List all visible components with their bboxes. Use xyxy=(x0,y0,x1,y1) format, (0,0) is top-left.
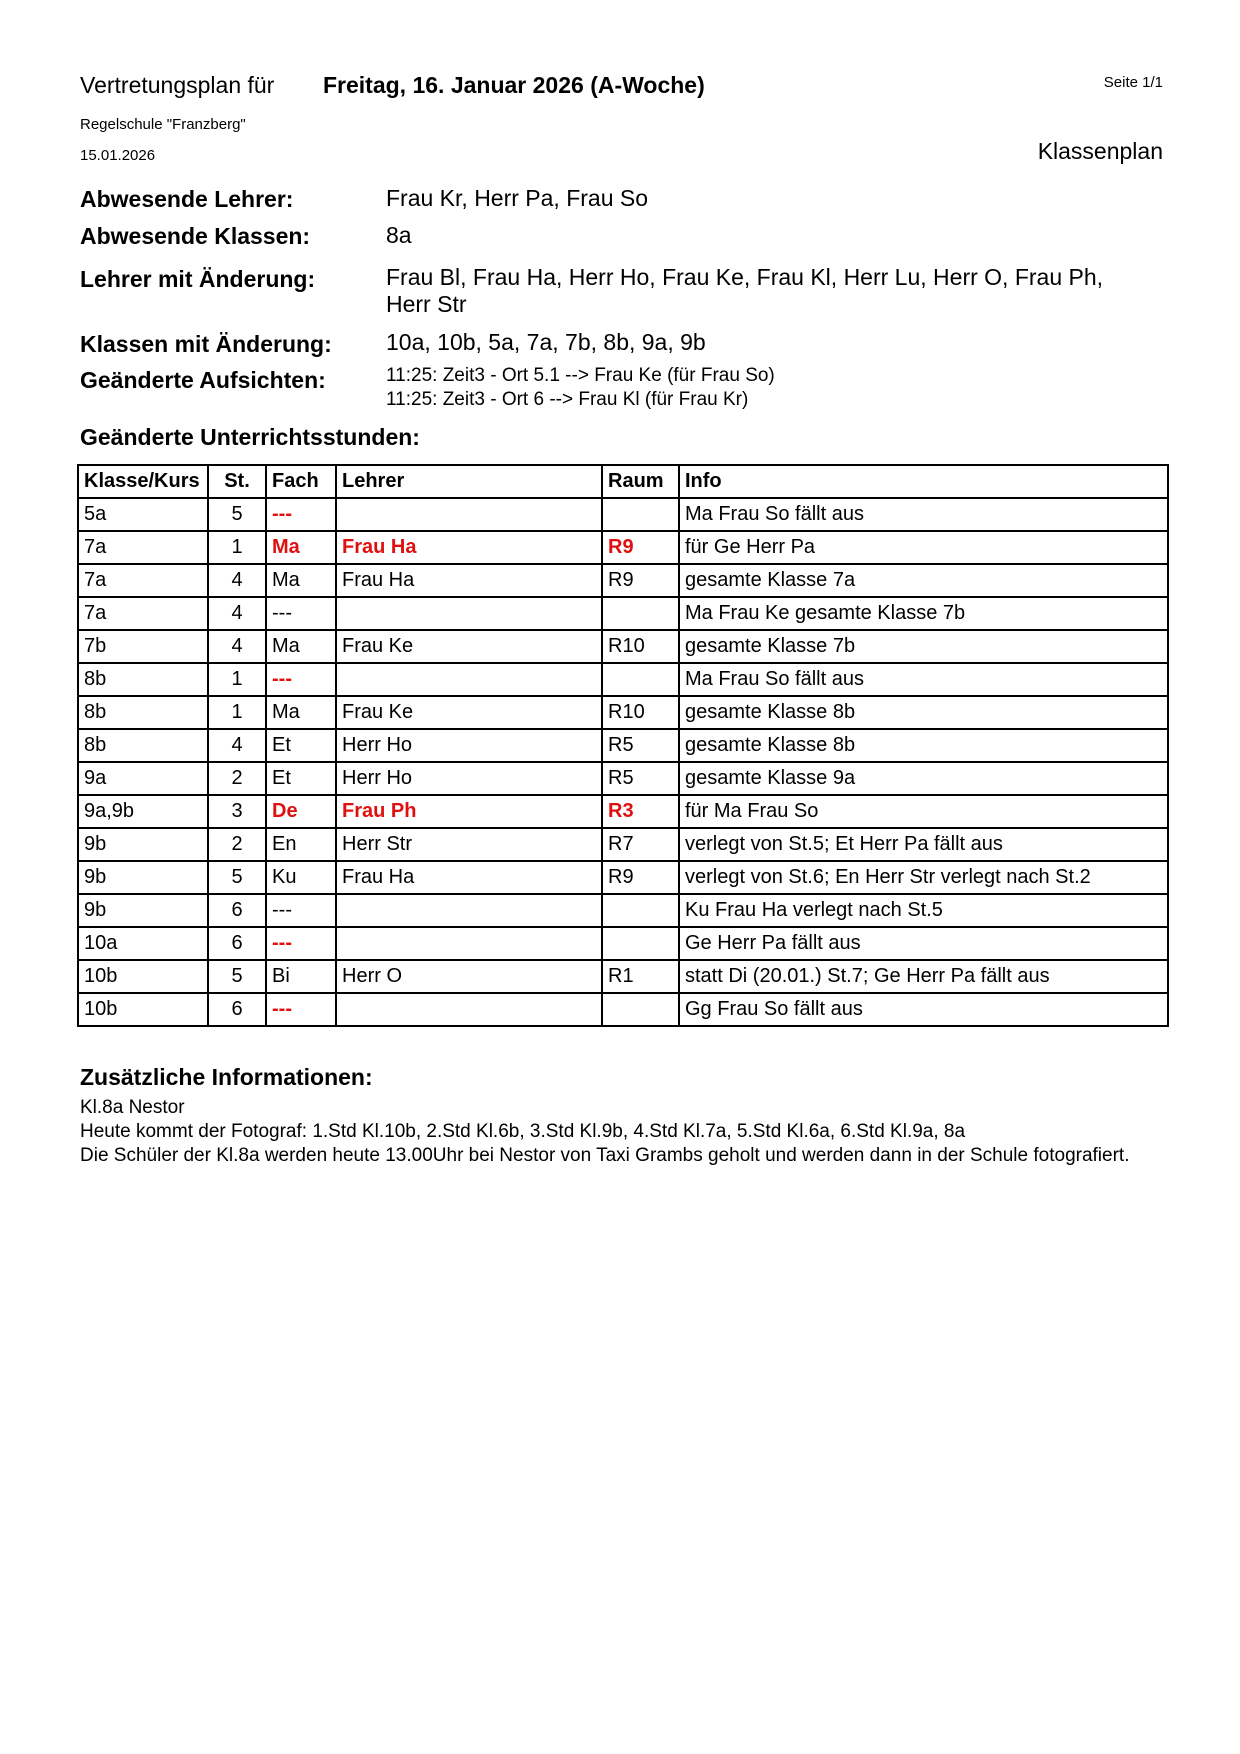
cell-info: gesamte Klasse 9a xyxy=(679,762,1168,795)
cell-raum: R1 xyxy=(602,960,679,993)
supervision-item: 11:25: Zeit3 - Ort 6 --> Frau Kl (für Frau Kr) xyxy=(386,389,749,410)
cell-lehrer xyxy=(336,498,602,531)
cell-raum xyxy=(602,498,679,531)
cell-fach: De xyxy=(266,795,336,828)
cell-stunde: 1 xyxy=(208,663,266,696)
cell-info: Ma Frau Ke gesamte Klasse 7b xyxy=(679,597,1168,630)
cell-fach: Et xyxy=(266,762,336,795)
cell-fach: Et xyxy=(266,729,336,762)
cell-klasse: 9b xyxy=(78,828,208,861)
cell-klasse: 9a xyxy=(78,762,208,795)
table-row xyxy=(78,828,1168,861)
col-header-raum: Raum xyxy=(602,465,679,498)
cell-fach: Ku xyxy=(266,861,336,894)
col-header-lehrer: Lehrer xyxy=(336,465,602,498)
cell-lehrer: Herr Ho xyxy=(336,729,602,762)
cell-stunde: 6 xyxy=(208,927,266,960)
teachers-changed: Frau Bl, Frau Ha, Herr Ho, Frau Ke, Frau Kl, Herr Lu, Herr O, Frau Ph, Herr Str xyxy=(386,264,1104,317)
table-row xyxy=(78,993,1168,1026)
additional-line: Die Schüler der Kl.8a werden heute 13.00Uhr bei Nestor von Taxi Grambs geholt und werden dann in der Schule fotografiert. xyxy=(80,1145,1130,1166)
cell-lehrer: Frau Ph xyxy=(336,795,602,828)
cell-stunde: 4 xyxy=(208,597,266,630)
cell-klasse: 8b xyxy=(78,729,208,762)
page-number: Seite 1/1 xyxy=(1103,74,1163,91)
cell-fach: --- xyxy=(266,993,336,1026)
cell-stunde: 6 xyxy=(208,993,266,1026)
absent-teachers-label: Abwesende Lehrer: xyxy=(80,186,294,212)
cell-raum xyxy=(602,993,679,1026)
cell-lehrer: Frau Ke xyxy=(336,630,602,663)
cell-stunde: 2 xyxy=(208,828,266,861)
cell-lehrer xyxy=(336,597,602,630)
supervision-item: 11:25: Zeit3 - Ort 5.1 --> Frau Ke (für Frau So) xyxy=(386,365,775,386)
cell-fach: --- xyxy=(266,927,336,960)
cell-stunde: 4 xyxy=(208,729,266,762)
cell-info: Gg Frau So fällt aus xyxy=(679,993,1168,1026)
cell-info: gesamte Klasse 7b xyxy=(679,630,1168,663)
cell-lehrer: Herr O xyxy=(336,960,602,993)
cell-raum xyxy=(602,894,679,927)
cell-fach: --- xyxy=(266,498,336,531)
cell-raum: R10 xyxy=(602,696,679,729)
classes-changed-label: Klassen mit Änderung: xyxy=(80,331,332,357)
cell-klasse: 10b xyxy=(78,960,208,993)
cell-lehrer: Herr Str xyxy=(336,828,602,861)
cell-klasse: 8b xyxy=(78,696,208,729)
table-row xyxy=(78,564,1168,597)
absent-teachers: Frau Kr, Herr Pa, Frau So xyxy=(386,185,649,211)
cell-klasse: 7b xyxy=(78,630,208,663)
cell-info: Ma Frau So fällt aus xyxy=(679,498,1168,531)
cell-fach: Ma xyxy=(266,564,336,597)
col-header-klasse: Klasse/Kurs xyxy=(78,465,208,498)
cell-info: Ma Frau So fällt aus xyxy=(679,663,1168,696)
cell-klasse: 10a xyxy=(78,927,208,960)
cell-raum: R10 xyxy=(602,630,679,663)
table-row xyxy=(78,663,1168,696)
cell-stunde: 3 xyxy=(208,795,266,828)
cell-raum xyxy=(602,597,679,630)
table-row xyxy=(78,762,1168,795)
cell-stunde: 4 xyxy=(208,564,266,597)
table-row xyxy=(78,894,1168,927)
cell-raum: R9 xyxy=(602,531,679,564)
cell-fach: Ma xyxy=(266,696,336,729)
cell-raum xyxy=(602,663,679,696)
cell-raum xyxy=(602,927,679,960)
cell-klasse: 10b xyxy=(78,993,208,1026)
additional-line: Heute kommt der Fotograf: 1.Std Kl.10b, 2.Std Kl.6b, 3.Std Kl.9b, 4.Std Kl.7a, 5.Std Kl.6a, 6.Std Kl.9a, 8a xyxy=(80,1121,966,1142)
cell-raum: R3 xyxy=(602,795,679,828)
cell-info: gesamte Klasse 8b xyxy=(679,696,1168,729)
cell-stunde: 1 xyxy=(208,531,266,564)
additional-line: Kl.8a Nestor xyxy=(80,1097,185,1118)
cell-stunde: 4 xyxy=(208,630,266,663)
cell-info: für Ma Frau So xyxy=(679,795,1168,828)
cell-info: Ku Frau Ha verlegt nach St.5 xyxy=(679,894,1168,927)
cell-klasse: 7a xyxy=(78,531,208,564)
cell-klasse: 7a xyxy=(78,597,208,630)
cell-info: für Ge Herr Pa xyxy=(679,531,1168,564)
col-header-stunde: St. xyxy=(208,465,266,498)
cell-fach: Ma xyxy=(266,531,336,564)
absent-classes-label: Abwesende Klassen: xyxy=(80,223,311,249)
title-date: Freitag, 16. Januar 2026 (A-Woche) xyxy=(323,72,705,98)
cell-stunde: 1 xyxy=(208,696,266,729)
cell-klasse: 9a,9b xyxy=(78,795,208,828)
table-header-row xyxy=(78,465,1168,498)
cell-lehrer xyxy=(336,993,602,1026)
cell-fach: --- xyxy=(266,597,336,630)
cell-stunde: 5 xyxy=(208,861,266,894)
cell-stunde: 6 xyxy=(208,894,266,927)
supervision-list xyxy=(386,364,1146,412)
cell-lehrer xyxy=(336,927,602,960)
absent-classes: 8a xyxy=(386,222,412,248)
cell-fach: En xyxy=(266,828,336,861)
cell-lehrer: Frau Ha xyxy=(336,564,602,597)
cell-fach: Bi xyxy=(266,960,336,993)
cell-stunde: 5 xyxy=(208,498,266,531)
cell-klasse: 5a xyxy=(78,498,208,531)
cell-klasse: 9b xyxy=(78,894,208,927)
additional-section-title: Zusätzliche Informationen: xyxy=(80,1064,373,1090)
cell-lehrer xyxy=(336,894,602,927)
table-row xyxy=(78,795,1168,828)
table-row xyxy=(78,927,1168,960)
plan-type: Klassenplan xyxy=(1037,138,1163,164)
col-header-fach: Fach xyxy=(266,465,336,498)
table-row xyxy=(78,696,1168,729)
cell-raum: R5 xyxy=(602,729,679,762)
table-row xyxy=(78,531,1168,564)
created-date: 15.01.2026 xyxy=(80,147,156,164)
table-row xyxy=(78,861,1168,894)
cell-info: statt Di (20.01.) St.7; Ge Herr Pa fällt aus xyxy=(679,960,1168,993)
table-row xyxy=(78,498,1168,531)
lessons-table xyxy=(77,464,1169,1027)
lessons-section-title: Geänderte Unterrichtsstunden: xyxy=(80,424,420,450)
cell-info: verlegt von St.6; En Herr Str verlegt nach St.2 xyxy=(679,861,1168,894)
cell-raum: R9 xyxy=(602,861,679,894)
supervision-label: Geänderte Aufsichten: xyxy=(80,367,326,393)
cell-info: Ge Herr Pa fällt aus xyxy=(679,927,1168,960)
cell-fach: --- xyxy=(266,663,336,696)
cell-info: gesamte Klasse 8b xyxy=(679,729,1168,762)
cell-lehrer xyxy=(336,663,602,696)
cell-klasse: 8b xyxy=(78,663,208,696)
cell-klasse: 9b xyxy=(78,861,208,894)
cell-klasse: 7a xyxy=(78,564,208,597)
cell-fach: Ma xyxy=(266,630,336,663)
cell-raum: R9 xyxy=(602,564,679,597)
table-row xyxy=(78,729,1168,762)
cell-stunde: 5 xyxy=(208,960,266,993)
cell-lehrer: Frau Ha xyxy=(336,531,602,564)
table-row xyxy=(78,597,1168,630)
cell-lehrer: Frau Ke xyxy=(336,696,602,729)
cell-lehrer: Frau Ha xyxy=(336,861,602,894)
cell-stunde: 2 xyxy=(208,762,266,795)
title-prefix: Vertretungsplan für xyxy=(80,72,275,98)
cell-lehrer: Herr Ho xyxy=(336,762,602,795)
table-row xyxy=(78,960,1168,993)
classes-changed: 10a, 10b, 5a, 7a, 7b, 8b, 9a, 9b xyxy=(386,329,706,355)
cell-raum: R5 xyxy=(602,762,679,795)
teachers-changed-label: Lehrer mit Änderung: xyxy=(80,266,316,292)
col-header-info: Info xyxy=(679,465,1168,498)
cell-raum: R7 xyxy=(602,828,679,861)
cell-fach: --- xyxy=(266,894,336,927)
table-row xyxy=(78,630,1168,663)
school-name: Regelschule "Franzberg" xyxy=(80,116,246,133)
cell-info: verlegt von St.5; Et Herr Pa fällt aus xyxy=(679,828,1168,861)
additional-info xyxy=(80,1096,1180,1168)
cell-info: gesamte Klasse 7a xyxy=(679,564,1168,597)
